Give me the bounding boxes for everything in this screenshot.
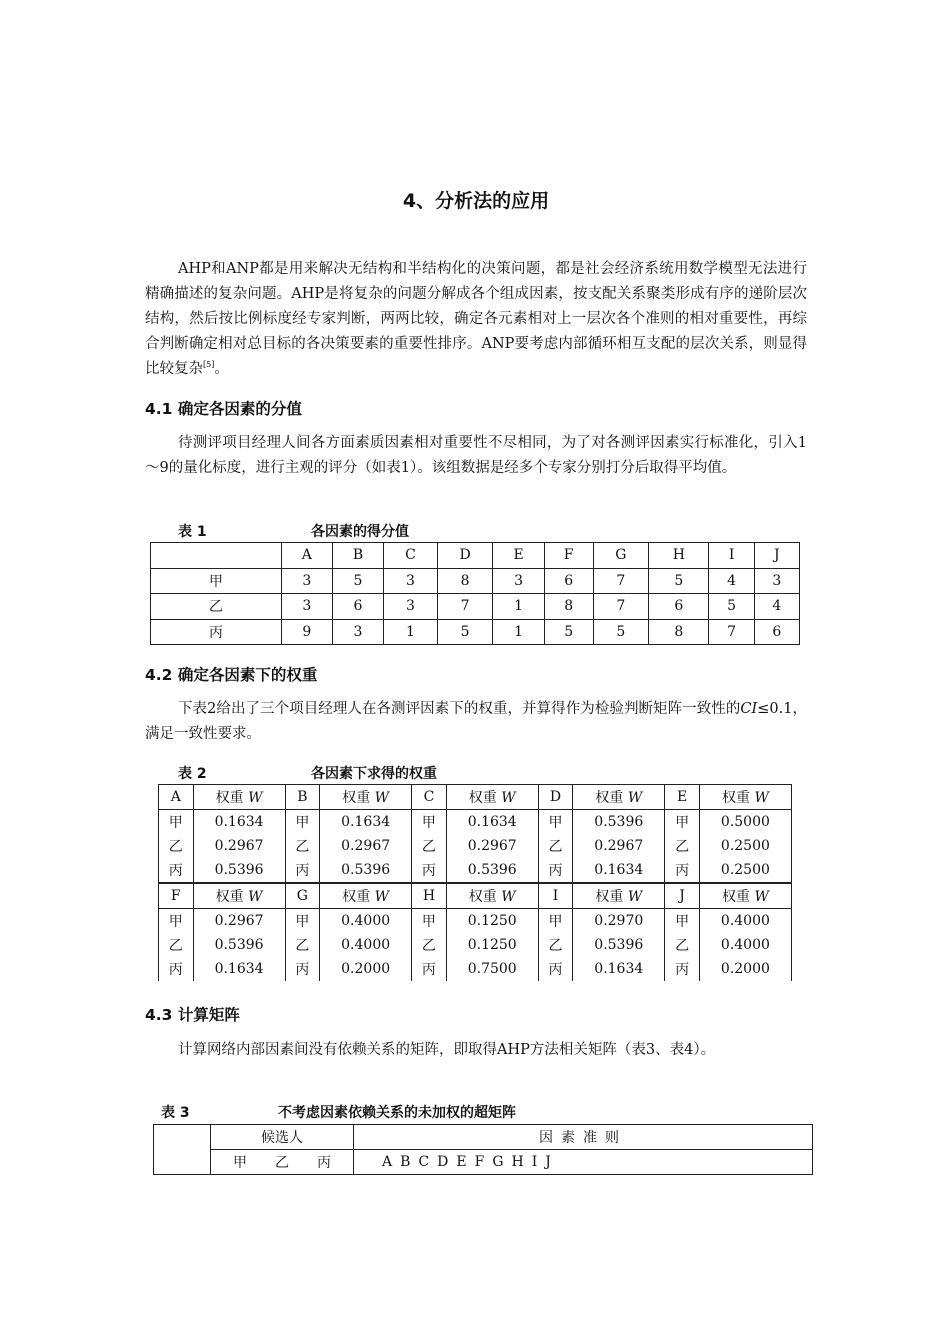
weight-symbol: W — [754, 889, 769, 905]
table2-weight-header — [320, 785, 412, 810]
table2-person-cell: 丙 — [665, 957, 700, 981]
table2-person-cell: 乙 — [412, 933, 447, 957]
table1-cell: 3 — [384, 568, 437, 594]
table1-header-cell: G — [593, 543, 649, 569]
table2-factor-header: A — [159, 785, 194, 810]
table2-person-cell: 乙 — [412, 834, 447, 858]
table2-weight-cell: 0.1634 — [320, 810, 412, 835]
table3-people-row — [211, 1150, 354, 1175]
table2-person-cell: 丙 — [285, 957, 320, 981]
weight-label: 权重 — [215, 889, 249, 905]
table2-factor-header: J — [665, 883, 700, 909]
table2-factor-header: C — [412, 785, 447, 810]
table1-cell: 1 — [384, 619, 437, 645]
table2-weight-header — [573, 883, 665, 909]
table1-cell: 5 — [332, 568, 384, 594]
weight-label: 权重 — [722, 790, 755, 806]
table-row — [159, 957, 792, 981]
ci-symbol: CI — [740, 701, 758, 717]
table2-header-row — [159, 785, 792, 810]
table1-cell: 3 — [493, 568, 544, 594]
intro-paragraph — [145, 257, 807, 382]
table1-header-cell: J — [754, 543, 799, 569]
table2-weight-cell: 0.2967 — [446, 834, 538, 858]
table3-factor: F — [474, 1154, 485, 1170]
table3-factor: A — [382, 1154, 393, 1170]
table2-weight-cell: 0.7500 — [446, 957, 538, 981]
table1-cell: 7 — [593, 568, 649, 594]
table2-weight-header — [446, 785, 538, 810]
table3-factor: E — [456, 1154, 467, 1170]
section-4-2-heading: 4.2 确定各因素下的权重 — [145, 666, 318, 684]
table2-weight-cell: 0.4000 — [320, 933, 412, 957]
weight-label: 权重 — [342, 790, 375, 806]
table2-weight-header — [320, 883, 412, 909]
table1-cell: 3 — [384, 594, 437, 620]
table2-person-cell: 乙 — [285, 933, 320, 957]
table3-factor: J — [545, 1154, 551, 1170]
table1-header-cell: A — [282, 543, 333, 569]
table2-weight-cell: 0.2967 — [573, 834, 665, 858]
section-4-3-heading: 4.3 计算矩阵 — [145, 1006, 240, 1024]
table1-cell: 7 — [437, 594, 493, 620]
table3-person: 乙 — [275, 1155, 289, 1171]
table2-weight-cell: 0.5396 — [446, 858, 538, 883]
table2-person-cell: 乙 — [538, 834, 573, 858]
table2-weight-cell: 0.2000 — [699, 957, 791, 981]
table3-caption: 不考虑因素依赖关系的未加权的超矩阵 — [278, 1105, 516, 1121]
table2-person-cell: 丙 — [159, 957, 194, 981]
table2-weight-cell: 0.4000 — [320, 909, 412, 934]
table2-person-cell: 丙 — [412, 957, 447, 981]
table1-cell: 1 — [493, 619, 544, 645]
table1-cell: 6 — [544, 568, 593, 594]
table2-weights — [158, 784, 792, 981]
weight-symbol: W — [374, 889, 390, 905]
table3-corner-cell — [154, 1125, 211, 1175]
table2-person-cell: 乙 — [538, 933, 573, 957]
table2-person-cell: 丙 — [285, 858, 320, 883]
table3-candidates-header: 候选人 — [211, 1125, 354, 1150]
table2-weight-cell: 0.5396 — [320, 858, 412, 883]
table1-cell: 3 — [332, 619, 384, 645]
table1-label: 表 1 — [178, 524, 207, 540]
table2-weight-header — [193, 883, 285, 909]
table2-label: 表 2 — [178, 766, 207, 782]
table1-header-cell: F — [544, 543, 593, 569]
table2-weight-cell: 0.1634 — [193, 957, 285, 981]
table2-factor-header: I — [538, 883, 573, 909]
table-row — [151, 619, 800, 645]
table-row — [159, 834, 792, 858]
intro-reference: [5] — [203, 360, 215, 369]
table1-cell: 5 — [709, 594, 754, 620]
table1-cell: 5 — [593, 619, 649, 645]
weight-symbol: W — [248, 889, 263, 905]
weight-symbol: W — [374, 790, 390, 806]
table2-weight-cell: 0.5396 — [573, 810, 665, 835]
table2-person-cell: 丙 — [538, 957, 573, 981]
table2-weight-header — [573, 785, 665, 810]
table2-weight-cell: 0.2970 — [573, 909, 665, 934]
table1-cell: 3 — [282, 594, 333, 620]
weight-label: 权重 — [468, 889, 502, 905]
intro-end: 。 — [214, 361, 229, 377]
table2-person-cell: 甲 — [538, 810, 573, 835]
table2-person-cell: 甲 — [665, 810, 700, 835]
table2-person-cell: 甲 — [665, 909, 700, 934]
table2-factor-header: G — [285, 883, 320, 909]
table-row — [159, 933, 792, 957]
table1-row-label: 甲 — [151, 568, 282, 594]
table2-header-row — [159, 883, 792, 909]
table1-cell: 8 — [649, 619, 709, 645]
table1-cell: 6 — [649, 594, 709, 620]
table2-factor-header: F — [159, 883, 194, 909]
section-4-2-text — [145, 697, 807, 747]
table2-person-cell: 甲 — [412, 909, 447, 934]
weight-symbol: W — [627, 790, 643, 806]
table1-cell: 9 — [282, 619, 333, 645]
table3-supermatrix — [153, 1124, 813, 1175]
table-row — [151, 594, 800, 620]
table1-corner-cell — [151, 543, 282, 569]
weight-label: 权重 — [342, 889, 375, 905]
weight-label: 权重 — [722, 889, 755, 905]
table2-weight-header — [193, 785, 285, 810]
table2-factor-header: D — [538, 785, 573, 810]
table3-person: 丙 — [317, 1155, 331, 1171]
table-row — [159, 810, 792, 835]
table2-person-cell: 乙 — [665, 834, 700, 858]
table-row — [151, 568, 800, 594]
table2-weight-header — [699, 785, 791, 810]
table1-row-label: 乙 — [151, 594, 282, 620]
table2-weight-cell: 0.1634 — [193, 810, 285, 835]
table2-weight-cell: 0.2967 — [320, 834, 412, 858]
intro-text: AHP和ANP都是用来解决无结构和半结构化的决策问题，都是社会经济系统用数学模型无法进行精确描述的复杂问题。AHP是将复杂的问题分解成各个组成因素，按支配关系聚类形成有序的递阶层次结构，然后按比例标度经专家判断，两两比较，确定各元素相对上一层次各个准则的相对重要性，再综合判断确定相对总目标的各决策要素的重要性排序。ANP要考虑内部循环相互支配的层次关系，则显得比较复杂 — [145, 261, 807, 377]
table2-person-cell: 丙 — [538, 858, 573, 883]
table2-factor-header: H — [412, 883, 447, 909]
table2-weight-cell: 0.1634 — [446, 810, 538, 835]
table1-cell: 8 — [437, 568, 493, 594]
table1-cell: 5 — [437, 619, 493, 645]
table1-header-cell: I — [709, 543, 754, 569]
table2-weight-cell: 0.2967 — [193, 909, 285, 934]
table2-person-cell: 乙 — [159, 834, 194, 858]
table1-cell: 5 — [649, 568, 709, 594]
table2-person-cell: 乙 — [159, 933, 194, 957]
table2-weight-cell: 0.1250 — [446, 909, 538, 934]
table2-weight-cell: 0.1634 — [573, 858, 665, 883]
table1-header-cell: D — [437, 543, 493, 569]
section-4-1-heading: 4.1 确定各因素的分值 — [145, 400, 302, 418]
weight-symbol: W — [501, 790, 516, 806]
table1-cell: 8 — [544, 594, 593, 620]
table1-cell: 3 — [282, 568, 333, 594]
table2-person-cell: 甲 — [159, 810, 194, 835]
weight-label: 权重 — [595, 790, 628, 806]
table3-factor: H — [511, 1154, 524, 1170]
table2-factor-header: E — [665, 785, 700, 810]
table1-cell: 4 — [709, 568, 754, 594]
table3-label: 表 3 — [161, 1105, 190, 1121]
table1-cell: 4 — [754, 594, 799, 620]
table3-factor: I — [531, 1154, 538, 1170]
table1-cell: 7 — [593, 594, 649, 620]
table1-scores — [150, 542, 800, 645]
table1-cell: 5 — [544, 619, 593, 645]
table2-person-cell: 甲 — [538, 909, 573, 934]
table1-cell: 6 — [332, 594, 384, 620]
table2-person-cell: 甲 — [159, 909, 194, 934]
table2-weight-cell: 0.1634 — [573, 957, 665, 981]
weight-label: 权重 — [595, 889, 628, 905]
table3-factors-row — [354, 1150, 813, 1175]
table1-cell: 7 — [709, 619, 754, 645]
table1-header-row — [151, 543, 800, 569]
table2-factor-header: B — [285, 785, 320, 810]
section-4-3-text: 计算网络内部因素间没有依赖关系的矩阵，即取得AHP方法相关矩阵（表3、表4）。 — [178, 1042, 716, 1058]
table2-weight-cell: 0.5396 — [573, 933, 665, 957]
table1-caption: 各因素的得分值 — [311, 524, 409, 540]
table2-weight-header — [699, 883, 791, 909]
table1-cell: 6 — [754, 619, 799, 645]
table1-cell: 1 — [493, 594, 544, 620]
weight-symbol: W — [627, 889, 643, 905]
page-title: 4、分析法的应用 — [402, 190, 550, 212]
table2-person-cell: 甲 — [412, 810, 447, 835]
table2-weight-cell: 0.4000 — [699, 909, 791, 934]
section-4-2-text-after: ≤0.1，满足一致性要求。 — [145, 701, 807, 742]
table1-header-cell: E — [493, 543, 544, 569]
table3-person: 甲 — [233, 1155, 247, 1171]
table2-person-cell: 乙 — [665, 933, 700, 957]
table2-weight-cell: 0.2500 — [699, 834, 791, 858]
table3-factor: G — [492, 1154, 504, 1170]
table2-weight-cell: 0.5396 — [193, 933, 285, 957]
table1-row-label: 丙 — [151, 619, 282, 645]
table1-header-cell: C — [384, 543, 437, 569]
table-row — [159, 909, 792, 934]
table2-weight-header — [446, 883, 538, 909]
table2-weight-cell: 0.1250 — [446, 933, 538, 957]
table2-weight-cell: 0.2000 — [320, 957, 412, 981]
section-4-2-text-before: 下表2给出了三个项目经理人在各测评因素下的权重，并算得作为检验判断矩阵一致性的 — [178, 701, 741, 717]
table2-weight-cell: 0.2967 — [193, 834, 285, 858]
table3-factor: D — [437, 1154, 449, 1170]
table2-person-cell: 甲 — [285, 810, 320, 835]
table1-cell: 3 — [754, 568, 799, 594]
table2-weight-cell: 0.5396 — [193, 858, 285, 883]
table3-factor: B — [400, 1154, 411, 1170]
weight-label: 权重 — [215, 790, 249, 806]
table2-person-cell: 乙 — [285, 834, 320, 858]
section-4-1-text: 待测评项目经理人间各方面素质因素相对重要性不尽相同，为了对各测评因素实行标准化，引入1～9的量化标度，进行主观的评分（如表1）。该组数据是经多个专家分别打分后取得平均值。 — [145, 435, 807, 476]
weight-symbol: W — [501, 889, 516, 905]
table2-weight-cell: 0.2500 — [699, 858, 791, 883]
table2-person-cell: 丙 — [412, 858, 447, 883]
weight-symbol: W — [248, 790, 263, 806]
weight-label: 权重 — [468, 790, 502, 806]
table2-weight-cell: 0.4000 — [699, 933, 791, 957]
table-row — [159, 858, 792, 883]
table3-factor: C — [418, 1154, 430, 1170]
table3-criteria-header: 因素准则 — [354, 1125, 813, 1150]
table2-caption: 各因素下求得的权重 — [311, 766, 437, 782]
table2-weight-cell: 0.5000 — [699, 810, 791, 835]
table1-header-cell: B — [332, 543, 384, 569]
weight-symbol: W — [754, 790, 769, 806]
table2-person-cell: 丙 — [665, 858, 700, 883]
table2-person-cell: 甲 — [285, 909, 320, 934]
table2-person-cell: 丙 — [159, 858, 194, 883]
table1-header-cell: H — [649, 543, 709, 569]
